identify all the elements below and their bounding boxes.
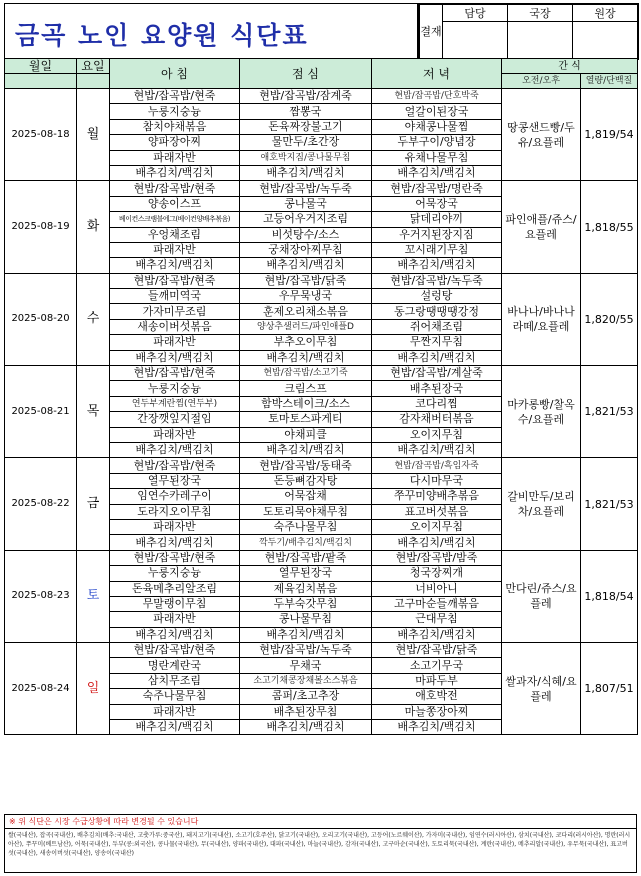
breakfast-item: 새송이버섯볶음 <box>110 319 240 334</box>
header-day: 요일 <box>77 59 110 74</box>
breakfast-item: 들깨미역국 <box>110 289 240 304</box>
dinner-item: 배추김치/백김치 <box>372 165 502 180</box>
breakfast-item: 간장깻잎지절임 <box>110 412 240 427</box>
dinner-item: 너비아니 <box>372 581 502 596</box>
lunch-item: 배추김치/백김치 <box>240 350 372 365</box>
breakfast-item: 현밥/잡곡밥/현죽 <box>110 550 240 565</box>
dinner-item: 마늘쫑장아찌 <box>372 704 502 719</box>
lunch-item: 함박스테이크/소스 <box>240 396 372 411</box>
lunch-item: 어묵잡채 <box>240 489 372 504</box>
dinner-item: 얼갈이된장국 <box>372 104 502 119</box>
breakfast-item: 누룽지숭늉 <box>110 566 240 581</box>
table-row <box>5 643 638 658</box>
dinner-item: 배추김치/백김치 <box>372 350 502 365</box>
breakfast-item: 양파장아찌 <box>110 135 240 150</box>
breakfast-item: 현밥/잡곡밥/현죽 <box>110 643 240 658</box>
lunch-item: 배추김치/백김치 <box>240 442 372 457</box>
lunch-item: 우무묵냉국 <box>240 289 372 304</box>
lunch-item: 소고기채콩장채볼소스볶음 <box>240 673 372 688</box>
lunch-item: 돈등뼈감자탕 <box>240 473 372 488</box>
header-kcal: 열량/단백질 <box>581 74 638 89</box>
dinner-item: 두부구이/양념장 <box>372 135 502 150</box>
dinner-item: 배추김치/백김치 <box>372 627 502 642</box>
day-date: 2025-08-24 <box>5 643 77 735</box>
dinner-item: 무짠지무침 <box>372 335 502 350</box>
snack-items: 만다린/쥬스/요플레 <box>502 550 581 642</box>
dinner-item: 현밥/잡곡밥/명란죽 <box>372 181 502 196</box>
kcal-protein: 1,821/53 <box>581 366 638 458</box>
dinner-item: 꼬시래기무침 <box>372 242 502 257</box>
menu-table <box>4 58 638 735</box>
snack-items: 쌀과자/식혜/요플레 <box>502 643 581 735</box>
dinner-item: 현밥/잡곡밥/단호박죽 <box>372 89 502 104</box>
breakfast-item: 열무된장국 <box>110 473 240 488</box>
day-date: 2025-08-18 <box>5 89 77 181</box>
lunch-item: 무채국 <box>240 658 372 673</box>
lunch-item: 야채피클 <box>240 427 372 442</box>
lunch-item: 현밥/잡곡밥/잠계죽 <box>240 89 372 104</box>
dinner-item: 오이지무침 <box>372 519 502 534</box>
breakfast-item: 파래자반 <box>110 150 240 165</box>
breakfast-item: 무말랭이무침 <box>110 596 240 611</box>
breakfast-item: 현밥/잡곡밥/현죽 <box>110 273 240 288</box>
approval-role-3: 원장 <box>573 5 638 22</box>
breakfast-item: 삼치무조림 <box>110 673 240 688</box>
day-of-week: 화 <box>77 181 110 273</box>
dinner-item: 현밥/잡곡밥/밤죽 <box>372 550 502 565</box>
lunch-item: 현밥/잡곡밥/팥죽 <box>240 550 372 565</box>
dinner-item: 설렁탕 <box>372 289 502 304</box>
dinner-item: 현밥/잡곡밥/흑임자죽 <box>372 458 502 473</box>
dinner-item: 애호박전 <box>372 689 502 704</box>
day-date: 2025-08-20 <box>5 273 77 365</box>
dinner-item: 유채나물무침 <box>372 150 502 165</box>
breakfast-item: 누룽지숭늉 <box>110 381 240 396</box>
breakfast-item: 도라지오이무침 <box>110 504 240 519</box>
dinner-item: 배추김치/백김치 <box>372 535 502 550</box>
title-box <box>4 3 418 58</box>
header-snack: 간 식 <box>502 59 638 74</box>
kcal-protein: 1,819/54 <box>581 89 638 181</box>
approval-role-2: 국장 <box>508 5 573 22</box>
day-date: 2025-08-19 <box>5 181 77 273</box>
day-date: 2025-08-22 <box>5 458 77 550</box>
dinner-item: 마파두부 <box>372 673 502 688</box>
kcal-protein: 1,821/53 <box>581 458 638 550</box>
dinner-item: 오이지무침 <box>372 427 502 442</box>
breakfast-item: 배추김치/백김치 <box>110 627 240 642</box>
approval-label: 결재 <box>420 5 443 59</box>
lunch-item: 돈육짜장불고기 <box>240 119 372 134</box>
header-snack-time: 오전/오후 <box>502 74 581 89</box>
lunch-item: 고등어우거지조림 <box>240 212 372 227</box>
lunch-item: 현밥/잡곡밥/닭죽 <box>240 273 372 288</box>
breakfast-item: 현밥/잡곡밥/현죽 <box>110 89 240 104</box>
header-dinner: 저 녁 <box>372 59 502 89</box>
snack-items: 바나나/바나나라떼/요플레 <box>502 273 581 365</box>
dinner-item: 소고기무국 <box>372 658 502 673</box>
header-breakfast: 아 침 <box>110 59 240 89</box>
dinner-item: 닭데리야끼 <box>372 212 502 227</box>
dinner-item: 배추된장국 <box>372 381 502 396</box>
breakfast-item: 배추김치/백김치 <box>110 350 240 365</box>
table-row <box>5 550 638 565</box>
dinner-item: 배추김치/백김치 <box>372 258 502 273</box>
snack-items: 땅콩샌드빵/두유/요플레 <box>502 89 581 181</box>
dinner-item: 우거지된장지짐 <box>372 227 502 242</box>
snack-items: 마카롱빵/찰옥수/요플레 <box>502 366 581 458</box>
dinner-item: 배추김치/백김치 <box>372 720 502 735</box>
breakfast-item: 파래자반 <box>110 612 240 627</box>
dinner-item: 현밥/잡곡밥/녹두죽 <box>372 273 502 288</box>
breakfast-item: 연두부계란찜(연두부) <box>110 396 240 411</box>
lunch-item: 깍두기/배추김치/백김치 <box>240 535 372 550</box>
dinner-item: 감자채버터볶음 <box>372 412 502 427</box>
day-of-week: 일 <box>77 643 110 735</box>
table-row <box>5 89 638 104</box>
dinner-item: 근대무침 <box>372 612 502 627</box>
approval-role-1: 담당 <box>443 5 508 22</box>
breakfast-item: 베이컨스크램블에그(베이컨양배추볶음) <box>110 212 240 227</box>
snack-items: 갈비만두/보리차/요플레 <box>502 458 581 550</box>
breakfast-item: 파래자반 <box>110 704 240 719</box>
lunch-item: 제육김치볶음 <box>240 581 372 596</box>
kcal-protein: 1,820/55 <box>581 273 638 365</box>
header-date: 월일 <box>5 59 77 74</box>
dinner-item: 현밥/잡곡밥/닭죽 <box>372 643 502 658</box>
breakfast-item: 가자미무조림 <box>110 304 240 319</box>
dinner-item: 배추김치/백김치 <box>372 442 502 457</box>
notice-text: ※ 위 식단은 시장 수급상황에 따라 변경될 수 있습니다 <box>4 814 637 828</box>
dinner-item: 고구마순들깨볶음 <box>372 596 502 611</box>
day-of-week: 금 <box>77 458 110 550</box>
dinner-item: 청국장찌개 <box>372 566 502 581</box>
lunch-item: 크림스프 <box>240 381 372 396</box>
table-row <box>5 181 638 196</box>
dinner-item: 표고버섯볶음 <box>372 504 502 519</box>
kcal-protein: 1,807/51 <box>581 643 638 735</box>
breakfast-item: 우엉채조림 <box>110 227 240 242</box>
lunch-item: 콤퍼/초고추장 <box>240 689 372 704</box>
lunch-item: 짬뽕국 <box>240 104 372 119</box>
page-title: 금곡 노인 요양원 식단표 <box>15 21 309 50</box>
breakfast-item: 명란계란국 <box>110 658 240 673</box>
lunch-item: 배추김치/백김치 <box>240 627 372 642</box>
lunch-item: 열무된장국 <box>240 566 372 581</box>
breakfast-item: 배추김치/백김치 <box>110 258 240 273</box>
dinner-item: 어묵장국 <box>372 196 502 211</box>
lunch-item: 콩나물국 <box>240 196 372 211</box>
menu-body <box>5 89 638 735</box>
approval-sign-3[interactable] <box>573 22 638 59</box>
approval-sign-1[interactable] <box>443 22 508 59</box>
lunch-item: 숙주나물무침 <box>240 519 372 534</box>
breakfast-item: 배추김치/백김치 <box>110 720 240 735</box>
lunch-item: 현밥/잡곡밥/소고기죽 <box>240 366 372 381</box>
menu-sheet <box>4 3 637 873</box>
breakfast-item: 임연수카레구이 <box>110 489 240 504</box>
snack-items: 파인애플/쥬스/요플레 <box>502 181 581 273</box>
table-row <box>5 366 638 381</box>
dinner-item: 다시마무국 <box>372 473 502 488</box>
lunch-item: 도토리묵야채무침 <box>240 504 372 519</box>
kcal-protein: 1,818/54 <box>581 550 638 642</box>
approval-box <box>418 3 639 60</box>
breakfast-item: 파래자반 <box>110 242 240 257</box>
lunch-item: 두부숙갓무침 <box>240 596 372 611</box>
dinner-item: 동그랑땡땡땡강정 <box>372 304 502 319</box>
table-row <box>5 458 638 473</box>
breakfast-item: 참치야채볶음 <box>110 119 240 134</box>
breakfast-item: 누룽지숭늉 <box>110 104 240 119</box>
lunch-item: 현밥/잡곡밥/녹두죽 <box>240 181 372 196</box>
lunch-item: 애호박지짐/콩나물무침 <box>240 150 372 165</box>
approval-sign-2[interactable] <box>508 22 573 59</box>
day-of-week: 수 <box>77 273 110 365</box>
breakfast-item: 파래자반 <box>110 335 240 350</box>
breakfast-item: 배추김치/백김치 <box>110 535 240 550</box>
breakfast-item: 숙주나물무침 <box>110 689 240 704</box>
lunch-item: 궁채장아찌무침 <box>240 242 372 257</box>
day-of-week: 목 <box>77 366 110 458</box>
lunch-item: 부추오이무침 <box>240 335 372 350</box>
breakfast-item: 배추김치/백김치 <box>110 442 240 457</box>
day-date: 2025-08-23 <box>5 550 77 642</box>
dinner-item: 쭈꾸미양배추볶음 <box>372 489 502 504</box>
dinner-item: 코다리찜 <box>372 396 502 411</box>
day-of-week: 토 <box>77 550 110 642</box>
day-date: 2025-08-21 <box>5 366 77 458</box>
table-row <box>5 273 638 288</box>
breakfast-item: 파래자반 <box>110 427 240 442</box>
kcal-protein: 1,818/55 <box>581 181 638 273</box>
origin-info: 쌀(국내산), 잡곡(국내산), 배추김치(배추:국내산, 고춧가루:중국산), 돼지고기(국내산), 소고기(호주산), 닭고기(국내산), 오리고기(국내산), 고등어(노르웨이산), 가자미(국내산), 임연수(러시아산), 삼치(국내산), 코다리(러시아산), 명란(러시아산), 쭈꾸미(베트남산), 어묵(국내산), 두부(콩:외국산), 콩나물(국내산), 무(국내산), 양파(국내산), 대파(국내산), 마늘(국내산), 감자(국내산), 고구마순(국내산), 도토리묵(국내산), 계란(국내산), 메추리알(국내산), 우무묵(국내산), 표고버섯(국내산), 새송이버섯(국내산), 양송이(국내산) <box>4 828 637 873</box>
lunch-item: 양상추샐러드/파인애플D <box>240 319 372 334</box>
lunch-item: 배추김치/백김치 <box>240 720 372 735</box>
dinner-item: 야채콩나물찜 <box>372 119 502 134</box>
lunch-item: 물만두/초간장 <box>240 135 372 150</box>
breakfast-item: 현밥/잡곡밥/현죽 <box>110 366 240 381</box>
breakfast-item: 돈육메추리알조림 <box>110 581 240 596</box>
header-lunch: 점 심 <box>240 59 372 89</box>
breakfast-item: 배추김치/백김치 <box>110 165 240 180</box>
lunch-item: 현밥/잡곡밥/녹두죽 <box>240 643 372 658</box>
lunch-item: 비섯탕수/소스 <box>240 227 372 242</box>
breakfast-item: 양송이스프 <box>110 196 240 211</box>
breakfast-item: 현밥/잡곡밥/현죽 <box>110 181 240 196</box>
lunch-item: 배추김치/백김치 <box>240 258 372 273</box>
day-of-week: 월 <box>77 89 110 181</box>
lunch-item: 배추김치/백김치 <box>240 165 372 180</box>
dinner-item: 쥐어채조림 <box>372 319 502 334</box>
breakfast-item: 현밥/잡곡밥/현죽 <box>110 458 240 473</box>
breakfast-item: 파래자반 <box>110 519 240 534</box>
dinner-item: 현밥/잡곡밥/계살죽 <box>372 366 502 381</box>
lunch-item: 훈제오리채소볶음 <box>240 304 372 319</box>
lunch-item: 배추된장무침 <box>240 704 372 719</box>
lunch-item: 콩나물무침 <box>240 612 372 627</box>
lunch-item: 현밥/잡곡밥/동태죽 <box>240 458 372 473</box>
lunch-item: 토마토스파게티 <box>240 412 372 427</box>
